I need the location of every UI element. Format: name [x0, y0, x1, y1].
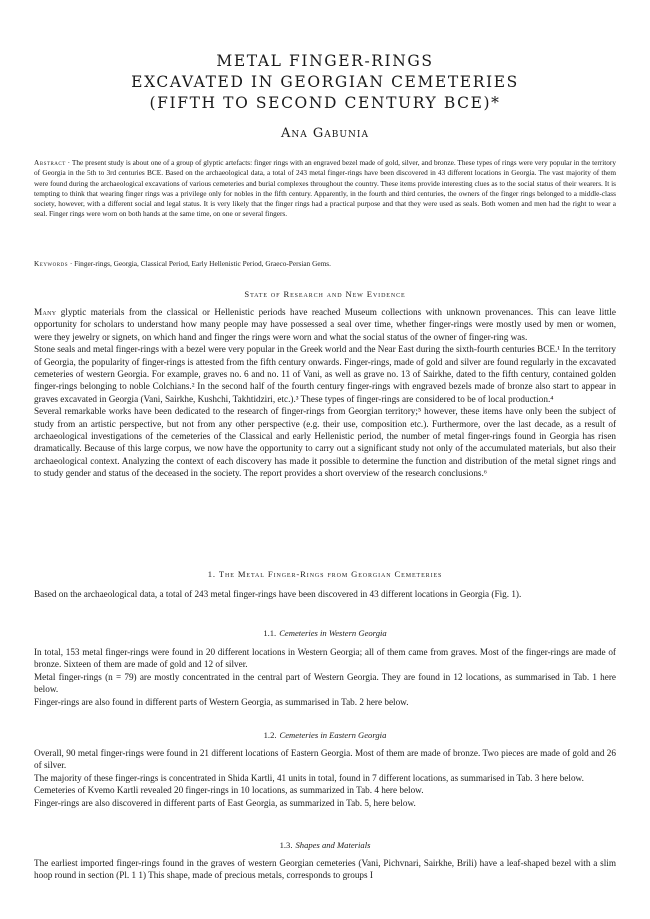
abstract-text: The present study is about one of a group of glyptic artefacts: finger rings with an engraved bezel made of gold, silver, and bronze. These types of rings were very popular in the territory of Georgia in the 5th to 3rd centuries BCE. Based on the archaeological data, a total of 243 metal finger-rings have been discovered in 43 different locations in Georgia. The vast majority of them were found during the archaeological excavations of various cemeteries and burial complexes throughout the country. These items provide interesting clues as to the social status of their wearers. It is tempting to think that wearing finger rings was a privilege only for nobles in the fifth century. Apparently, in the fourth and third centuries, the owners of the finger rings belonged to a middle-class society, however, with a different social and legal status. It is very likely that the finger rings had a practical purpose and that they were used as seals. Both women and men had the right to wear a seal. Finger rings were worn on both hands at the same time, on one or several fingers.: [34, 158, 617, 219]
abstract-separator: ·: [65, 158, 72, 167]
subsection-1-1-paragraph-1: In total, 153 metal finger-rings were found in 20 different locations in Western Georgia; all of them came from graves. Most of the finger-rings are made of bronze. Sixteen of them are made of gold and 12 of silver.: [34, 647, 616, 670]
subsection-heading-1-1: [34, 628, 616, 638]
section-1-body: [34, 588, 616, 600]
dropcap-word: Many: [34, 307, 57, 317]
subsection-1-3-title: Shapes and Materials: [295, 840, 371, 850]
author-name: Ana Gabunia: [281, 126, 369, 141]
keywords-text: Finger-rings, Georgia, Classical Period, Early Hellenistic Period, Graeco-Persian Gems.: [74, 259, 331, 268]
title-line-1: METAL FINGER-RINGS: [216, 52, 434, 70]
state-paragraph-2: Stone seals and metal finger-rings with a bezel were very popular in the Greek world and the Near East during the sixth-fourth centuries BCE.¹ In the territory of Georgia, the popularity of finger-rings is attested from the fifth century onwards. Finger-rings, made of gold and silver are found regularly in the excavated cemeteries of western Georgia. For example, graves no. 6 and no. 11 of Vani, as well as grave no. 13 of Sairkhe, dated to the fifth century, contained golden finger-rings belonging to noble Colchians.² In the second half of the fourth century finger-rings with engraved bezels made of bronze also start to appear in graves excavated in Georgia (Vani, Sairkhe, Kushchi, Takhtidziri, etc.).³ These types of finger-rings are considered to be of local production.⁴: [34, 344, 616, 404]
title-line-2: EXCAVATED IN GEORGIAN CEMETERIES: [131, 73, 519, 91]
section-heading-state: State of Research and New Evidence: [244, 289, 406, 299]
section-heading-1: 1. The Metal Finger-Rings from Georgian Cemeteries: [207, 569, 443, 579]
subsection-1-2-paragraph-3: Cemeteries of Kvemo Kartli revealed 20 finger-rings in 10 locations, as summarized in Tab. 4 here below.: [34, 785, 424, 796]
subsection-1-3-number: 1.3.: [279, 840, 293, 850]
keywords: [34, 259, 616, 269]
subsection-1-1-paragraph-2: Metal finger-rings (n = 79) are mostly concentrated in the central part of Western Georgia. They are found in 12 locations, as summarised in Tab. 1 here below.: [34, 671, 616, 695]
state-paragraph-3: Several remarkable works have been dedicated to the research of finger-rings from Georgian territory;⁵ however, these items have only been the subject of study from an artistic perspective, but not from any other perspective (e.g. their use, composition etc.). Furthermore, over the last decade, as a result of archaeological investigations of the cemeteries of the Classical and early Hellenistic period, the number of metal finger-rings found in Georgia has risen dramatically. Because of this large corpus, we now have the opportunity to carry out a significant study not only of the accumulated materials, but also their archaeological context. Analyzing the context of each discovery has made it possible to determine the function and distribution of the metal signet rings and to study gender and status of the deceased in the society. The report provides a short overview of the research conclusions.⁶: [34, 406, 616, 479]
subsection-heading-1-2: [34, 730, 616, 740]
abstract: [34, 158, 616, 220]
subsection-1-2-number: 1.2.: [263, 730, 277, 740]
keywords-separator: ·: [68, 259, 75, 268]
subsection-1-3-paragraph: The earliest imported finger-rings found in the graves of western Georgian cemeteries (Vani, Pichvnari, Sairkhe, Brili) have a leaf-shaped bezel with a slim hoop round in section (Pl. 1 1) This shape, made of precious metals, corresponds to groups I: [34, 858, 616, 881]
state-paragraph-1: [34, 306, 616, 343]
subsection-1-1-title: Cemeteries in Western Georgia: [279, 628, 387, 638]
state-of-research-body: [34, 306, 616, 480]
keywords-label: Keywords: [34, 259, 68, 268]
abstract-label: Abstract: [34, 158, 66, 167]
state-paragraph-1-text: glyptic materials from the classical or Hellenistic periods have reached Museum collections with unknown provenances. This can leave little opportunity for scholars to understand how many people may have possessed a seal over time, whether finger-rings were mostly used by men or women, were they jewelry or signets, on which hand and finger the rings were worn and what the social status of the owner of finger-ring was.: [34, 307, 616, 342]
subsection-1-2-body: [34, 747, 616, 809]
subsection-1-3-body: [34, 857, 616, 882]
subsection-1-2-paragraph-2: The majority of these finger-rings is concentrated in Shida Kartli, 41 units in total, found in 7 different locations, as summarised in Tab. 3 here below.: [34, 772, 584, 783]
subsection-1-2-paragraph-1: Overall, 90 metal finger-rings were found in 21 different locations of Eastern Georgia. Most of them are made of bronze. Two pieces are made of gold and 26 of silver.: [34, 748, 616, 771]
title-line-3: (FIFTH TO SECOND CENTURY BCE)*: [149, 94, 501, 112]
subsection-1-1-paragraph-3: Finger-rings are also found in different parts of Western Georgia, as summarised in Tab. 2 here below.: [34, 696, 409, 707]
section-1-paragraph: Based on the archaeological data, a total of 243 metal finger-rings have been discovered in 43 different locations in Georgia (Fig. 1).: [34, 589, 522, 599]
subsection-1-2-paragraph-4: Finger-rings are also discovered in different parts of East Georgia, as summarized in Tab. 5, here below.: [34, 797, 416, 808]
subsection-heading-1-3: [34, 840, 616, 850]
subsection-1-1-number: 1.1.: [263, 628, 277, 638]
paper-title: [34, 51, 616, 114]
subsection-1-2-title: Cemeteries in Eastern Georgia: [279, 730, 387, 740]
subsection-1-1-body: [34, 646, 616, 708]
